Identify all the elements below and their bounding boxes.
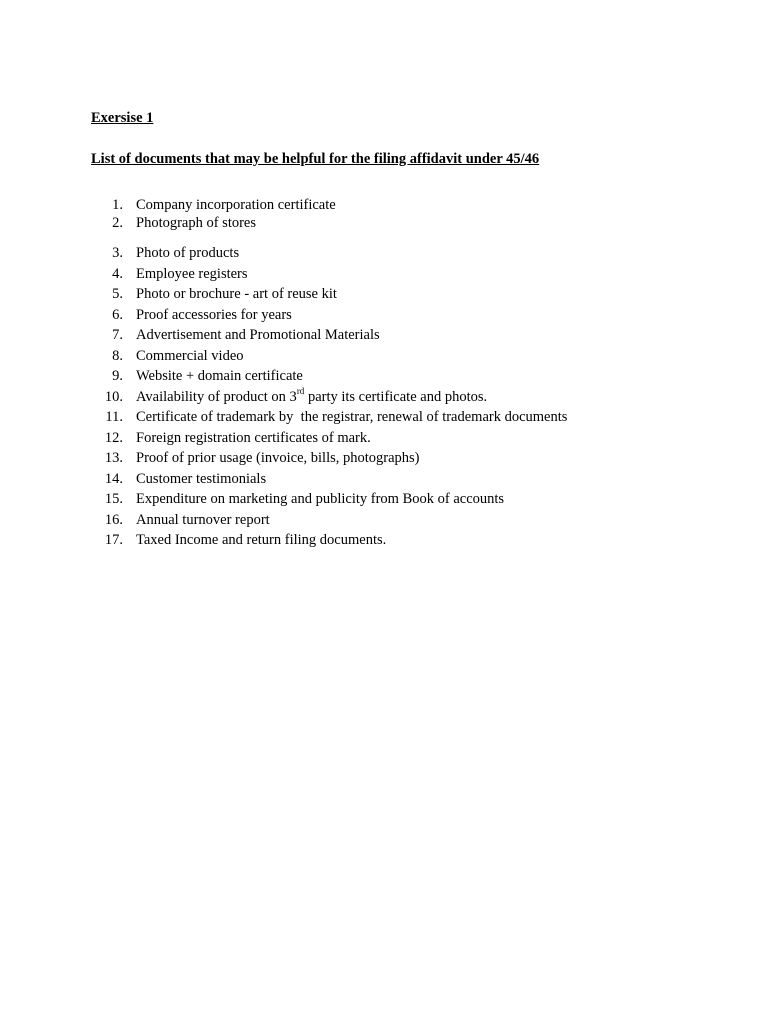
list-item-number: 6.: [112, 307, 123, 323]
list-item-text: Photo or brochure - art of reuse kit: [136, 286, 337, 302]
list-item-number: 9.: [112, 368, 123, 384]
list-item-number: 15.: [104, 491, 123, 507]
list-item-number: 8.: [112, 348, 123, 364]
list-item-text: Commercial video: [136, 348, 244, 364]
list-item-text: Photo of products: [136, 245, 240, 261]
list-item-number: 7.: [112, 327, 123, 343]
list-item-number: 16.: [104, 512, 123, 528]
list-item-number: 13.: [104, 450, 123, 466]
list-heading: List of documents that may be helpful for the filing affidavit under 45/46: [91, 151, 540, 167]
list-item-text: Website + domain certificate: [136, 368, 303, 384]
list-item-number: 1.: [112, 197, 123, 213]
list-item-text: Proof accessories for years: [136, 307, 292, 323]
list-item-number: 11.: [105, 409, 123, 425]
list-item-number: 3.: [112, 245, 123, 261]
list-item-text-before: Availability of product on 3: [136, 389, 297, 405]
ordinal-superscript: rd: [296, 386, 305, 397]
list-item-text: Photograph of stores: [136, 215, 257, 231]
list-item-text: Annual turnover report: [136, 512, 270, 528]
list-item-number: 2.: [112, 215, 123, 231]
list-item-number: 12.: [104, 430, 123, 446]
list-item-number: 10.: [104, 389, 123, 405]
list-item-text: Employee registers: [136, 266, 248, 282]
list-item-text: Customer testimonials: [136, 471, 267, 487]
list-item-number: 17.: [104, 532, 123, 548]
list-item-text: Certificate of trademark by the registrar, renewal of trademark documents: [136, 409, 568, 425]
list-item-text: Proof of prior usage (invoice, bills, photographs): [136, 450, 420, 466]
list-item-text: Advertisement and Promotional Materials: [136, 327, 380, 343]
list-item-number: 5.: [112, 286, 123, 302]
list-item-text: Foreign registration certificates of mark.: [136, 430, 371, 446]
list-item-text: Expenditure on marketing and publicity from Book of accounts: [136, 491, 505, 507]
exercise-title: Exersise 1: [91, 110, 154, 126]
list-item-number: 14.: [104, 471, 123, 487]
list-item-text: Taxed Income and return filing documents.: [136, 532, 387, 548]
list-item-number: 4.: [112, 266, 123, 282]
list-item-text: Company incorporation certificate: [136, 197, 336, 213]
list-item-text-after: party its certificate and photos.: [304, 389, 488, 405]
list-item-text: [136, 386, 488, 405]
